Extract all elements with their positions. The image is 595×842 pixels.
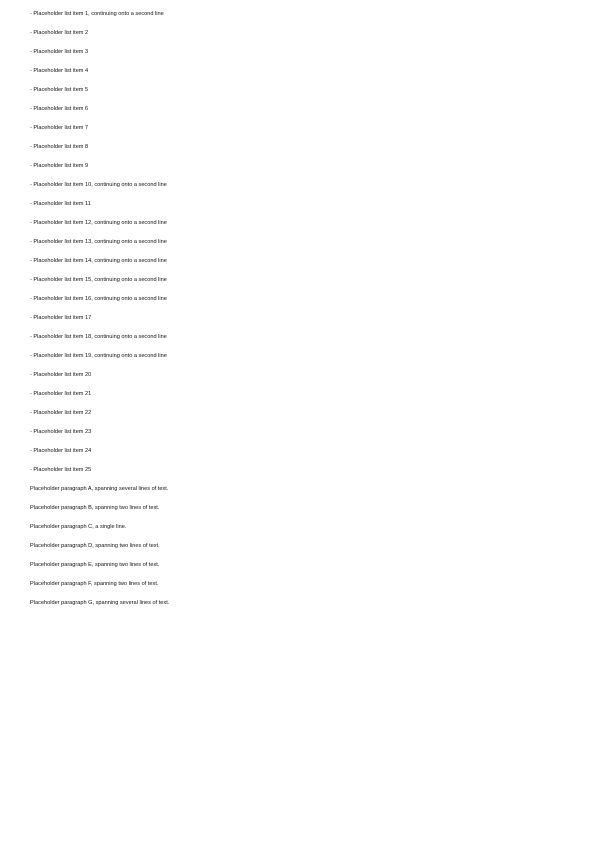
list-item: - Placeholder list item 19, continuing onto a second line: [30, 353, 167, 359]
list-item: - Placeholder list item 15, continuing onto a second line: [30, 277, 167, 283]
paragraph: Placeholder paragraph D, spanning two lines of text.: [30, 543, 160, 549]
list-item: - Placeholder list item 14, continuing onto a second line: [30, 258, 167, 264]
list-item: - Placeholder list item 2: [30, 30, 89, 36]
paragraph: Placeholder paragraph F, spanning two lines of text.: [30, 581, 159, 587]
list-item: - Placeholder list item 24: [30, 448, 92, 454]
list-item: - Placeholder list item 7: [30, 125, 89, 131]
list-item: - Placeholder list item 1, continuing onto a second line: [30, 11, 164, 17]
paragraph: Placeholder paragraph G, spanning several lines of text.: [30, 600, 170, 606]
list-item: - Placeholder list item 16, continuing onto a second line: [30, 296, 167, 302]
list-item: - Placeholder list item 25: [30, 467, 92, 473]
list-item: - Placeholder list item 20: [30, 372, 92, 378]
list-item: - Placeholder list item 23: [30, 429, 92, 435]
list-item: - Placeholder list item 21: [30, 391, 92, 397]
list-item: - Placeholder list item 18, continuing onto a second line: [30, 334, 167, 340]
list-item: - Placeholder list item 22: [30, 410, 92, 416]
paragraph: Placeholder paragraph E, spanning two lines of text.: [30, 562, 160, 568]
list-item: - Placeholder list item 11: [30, 201, 91, 207]
list-item: - Placeholder list item 13, continuing onto a second line: [30, 239, 167, 245]
list-item: - Placeholder list item 4: [30, 68, 89, 74]
document-page: [30, 10, 565, 618]
paragraph: Placeholder paragraph A, spanning several lines of text.: [30, 486, 169, 492]
paragraph: Placeholder paragraph B, spanning two lines of text.: [30, 505, 160, 511]
list-item: - Placeholder list item 12, continuing onto a second line: [30, 220, 167, 226]
list-item: - Placeholder list item 10, continuing onto a second line: [30, 182, 167, 188]
list-item: - Placeholder list item 8: [30, 144, 89, 150]
paragraph: Placeholder paragraph C, a single line.: [30, 524, 127, 530]
list-item: - Placeholder list item 9: [30, 163, 89, 169]
list-item: - Placeholder list item 17: [30, 315, 92, 321]
list-item: - Placeholder list item 5: [30, 87, 89, 93]
list-item: - Placeholder list item 6: [30, 106, 89, 112]
list-item: - Placeholder list item 3: [30, 49, 89, 55]
